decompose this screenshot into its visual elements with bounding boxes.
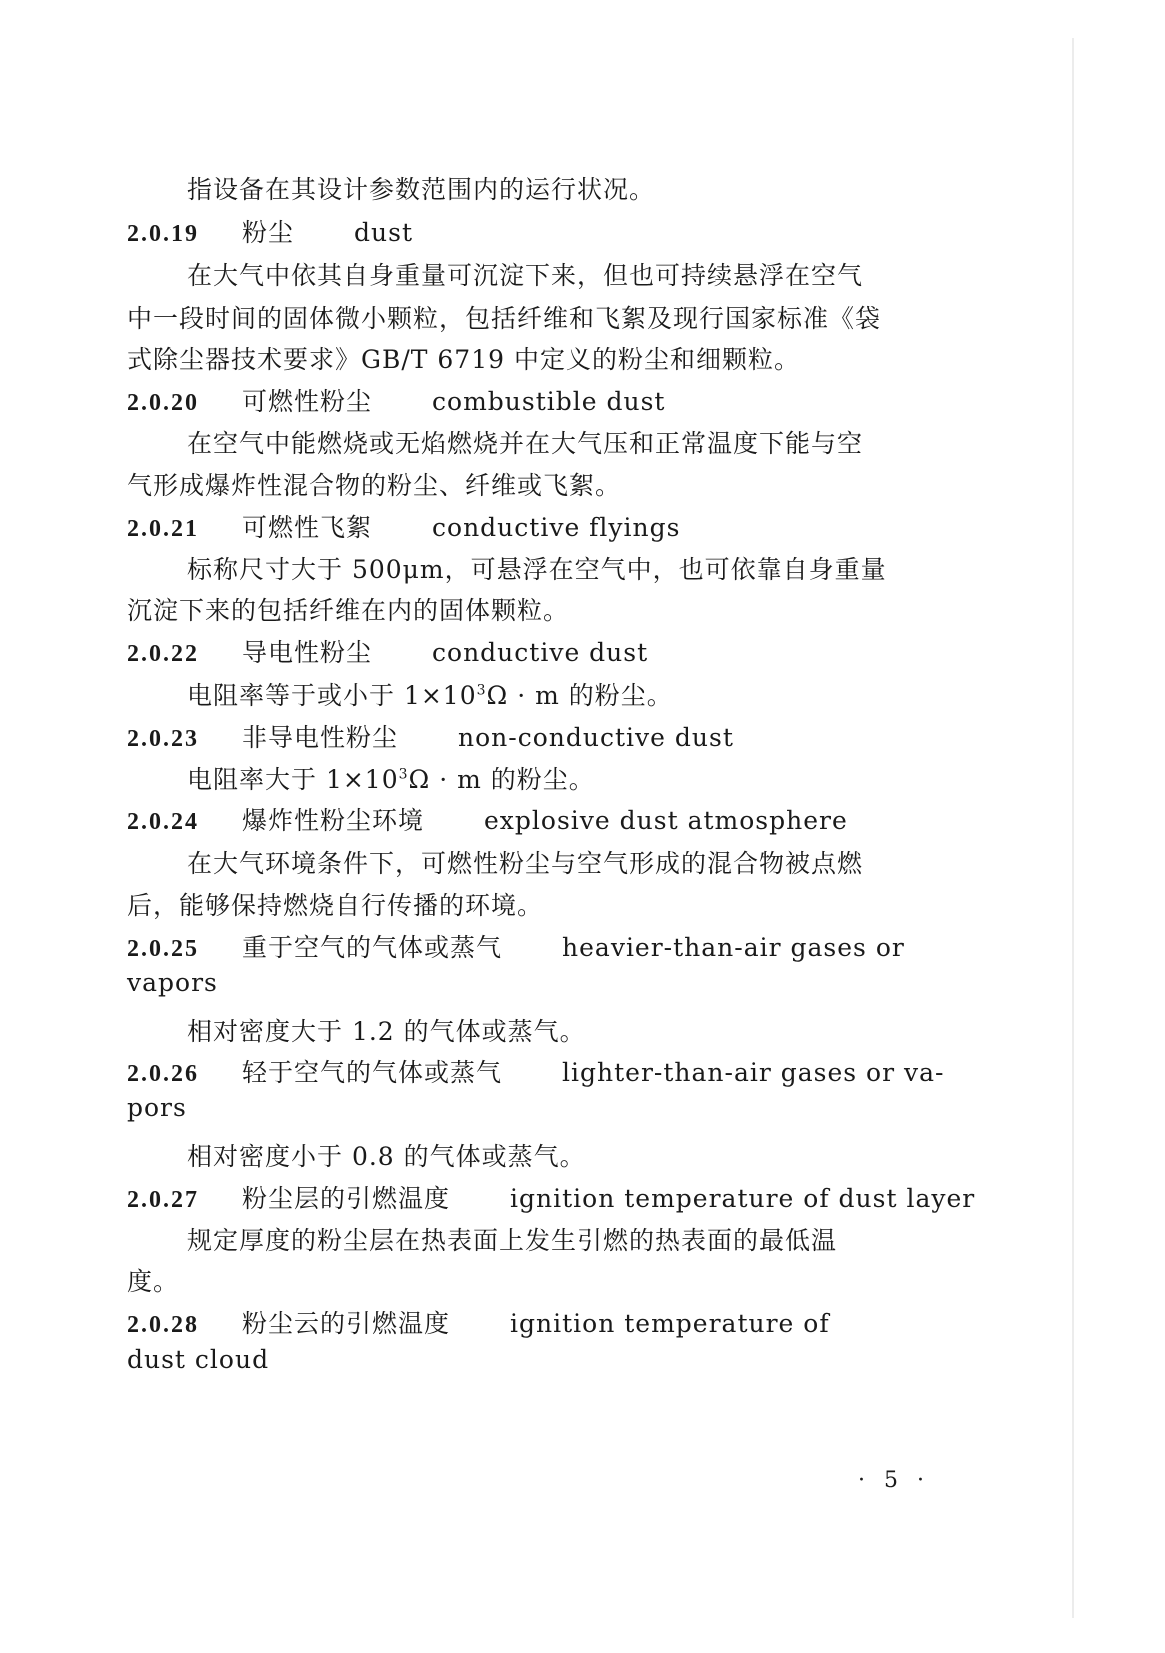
text-line: 后，能够保持燃烧自行传播的环境。 [127,891,544,920]
superscript: 3 [398,766,409,783]
term-number: 2.0.24 [127,809,199,835]
term-2-0-28 [127,1304,947,1340]
term-en-continuation: vapors [127,968,218,997]
text-part: 电阻率等于或小于 1×10 [187,681,477,710]
term-2-0-23 [127,718,947,754]
term-en: combustible dust [432,387,666,416]
term-en: ignition temperature of dust layer [510,1184,976,1213]
term-en-continuation: pors [127,1093,187,1122]
term-2-0-24 [127,801,947,837]
term-number: 2.0.26 [127,1061,199,1087]
term-zh: 导电性粉尘 [242,638,373,667]
term-zh: 轻于空气的气体或蒸气 [242,1058,503,1087]
term-en: dust [354,218,413,247]
term-zh: 爆炸性粉尘环境 [242,806,425,835]
term-2-0-27 [127,1179,976,1215]
text-line: 在空气中能燃烧或无焰燃烧并在大气压和正常温度下能与空 [187,429,864,458]
text-line: 在大气环境条件下，可燃性粉尘与空气形成的混合物被点燃 [187,849,864,878]
term-en: non-conductive dust [458,723,734,752]
term-2-0-21 [127,508,947,544]
text-line: 在大气中依其自身重量可沉淀下来，但也可持续悬浮在空气 [187,261,864,290]
term-zh: 粉尘云的引燃温度 [242,1309,451,1338]
term-2-0-25 [127,928,947,964]
term-number: 2.0.22 [127,641,199,667]
term-zh: 非导电性粉尘 [242,723,399,752]
term-zh: 可燃性粉尘 [242,387,373,416]
term-en: lighter-than-air gases or va- [562,1058,945,1087]
term-en: conductive dust [432,638,649,667]
term-zh: 重于空气的气体或蒸气 [242,933,503,962]
text-line: 沉淀下来的包括纤维在内的固体颗粒。 [127,596,570,625]
term-zh: 粉尘层的引燃温度 [242,1184,451,1213]
term-en: conductive flyings [432,513,681,542]
term-2-0-26 [127,1053,947,1089]
text-line: 中一段时间的固体微小颗粒，包括纤维和飞絮及现行国家标准《袋 [127,304,882,333]
text-line: 相对密度大于 1.2 的气体或蒸气。 [187,1017,586,1046]
text-part: Ω · m 的粉尘。 [408,765,595,794]
text-line: 度。 [127,1267,180,1296]
term-2-0-22 [127,633,947,669]
text-line: 式除尘器技术要求》GB/T 6719 中定义的粉尘和细颗粒。 [127,345,800,374]
term-en: explosive dust atmosphere [484,806,848,835]
term-number: 2.0.25 [127,936,199,962]
term-zh: 粉尘 [242,218,295,247]
text-line [127,760,947,796]
term-number: 2.0.28 [127,1312,199,1338]
superscript: 3 [476,682,487,699]
page-number: · 5 · [858,1468,930,1493]
term-number: 2.0.21 [127,516,199,542]
text-line: 相对密度小于 0.8 的气体或蒸气。 [187,1142,586,1171]
text-line: 指设备在其设计参数范围内的运行状况。 [187,175,656,204]
term-en: ignition temperature of [510,1309,830,1338]
text-part: Ω · m 的粉尘。 [486,681,673,710]
text-line: 气形成爆炸性混合物的粉尘、纤维或飞絮。 [127,471,622,500]
text-line [127,676,947,712]
page-edge-shadow [1072,38,1074,1618]
term-number: 2.0.23 [127,726,199,752]
term-2-0-19 [127,213,947,249]
text-line: 标称尺寸大于 500μm，可悬浮在空气中，也可依靠自身重量 [187,555,887,584]
term-en-continuation: dust cloud [127,1345,270,1374]
term-number: 2.0.27 [127,1187,199,1213]
term-2-0-20 [127,382,947,418]
term-en: heavier-than-air gases or [562,933,905,962]
term-number: 2.0.20 [127,390,199,416]
term-number: 2.0.19 [127,221,199,247]
term-zh: 可燃性飞絮 [242,513,373,542]
text-part: 电阻率大于 1×10 [187,765,399,794]
text-line: 规定厚度的粉尘层在热表面上发生引燃的热表面的最低温 [187,1226,838,1255]
